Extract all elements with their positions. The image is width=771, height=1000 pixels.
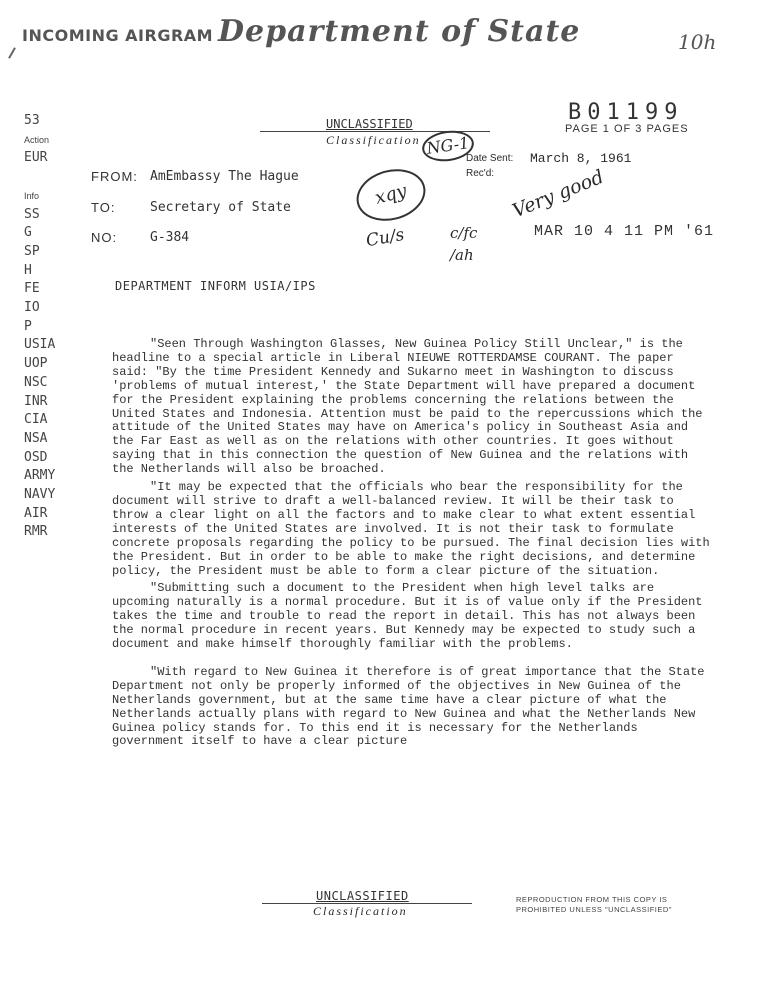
routing-item: OSD	[24, 449, 48, 465]
routing-item: IO	[24, 300, 40, 316]
routing-item: UOP	[24, 356, 48, 372]
routing-item: Info	[24, 190, 40, 201]
routing-list	[24, 112, 55, 542]
routing-item: USIA	[24, 337, 56, 353]
message-body	[112, 338, 712, 749]
body-paragraph: "It may be expected that the officials who bear the responsibility for the document will strive to draft a well-balanced review. It will be their task to throw a clear light on all the factors and to make clear to what extent essential interests of the United States are involved. It is not their task to formulate concrete proposals regarding the policy to be pursued. The final decision lies with the President. But in order to be able to make the right decisions, and determine policy, the President must be able to form a clear picture of the situation.	[112, 480, 710, 578]
handwritten-corner-note: 10h	[678, 30, 717, 54]
routing-item: CIA	[24, 412, 48, 428]
airgram-label: INCOMING AIRGRAM	[22, 26, 214, 45]
page-indicator: PAGE 1 OF 3 PAGES	[565, 123, 689, 135]
page-title: Department of State	[218, 14, 581, 49]
routing-item: G	[24, 225, 32, 241]
routing-item: Action	[24, 134, 50, 145]
reproduction-note: REPRODUCTION FROM THIS COPY IS PROHIBITED UNLESS "UNCLASSIFIED"	[516, 895, 672, 914]
message-number: B01199	[568, 100, 684, 125]
received-label: Rec'd:	[466, 168, 495, 179]
handwritten-ng1: NG-1	[420, 128, 476, 165]
routing-item: 53	[24, 113, 40, 128]
no-value: G-384	[150, 230, 190, 245]
classification-top	[326, 117, 413, 131]
date-sent-value: March 8, 1961	[530, 151, 632, 166]
no-label: NO:	[91, 230, 118, 245]
received-stamp: MAR 10 4 11 PM '61	[534, 223, 715, 240]
routing-item: EUR	[24, 150, 48, 166]
routing-item: NSA	[24, 430, 48, 446]
handwritten-very-good: Very good	[509, 165, 607, 223]
handwritten-circled-initials: xqy	[351, 162, 432, 228]
routing-item: SP	[24, 243, 40, 259]
routing-item: AIR	[24, 505, 48, 521]
from-label: FROM:	[91, 169, 138, 184]
routing-item: INR	[24, 393, 48, 409]
body-paragraph: "With regard to New Guinea it therefore is of great importance that the State Department not only be properly informed of the objectives in New Guinea of the Netherlands government, but at the same time have a clear picture of what the Netherlands actually plans with regard to New Guinea and what the Netherlands New Guinea policy stands for. To this end it is necessary for the Netherlands government itself to have a clear picture	[112, 664, 705, 749]
date-sent-label: Date Sent:	[466, 153, 514, 164]
routing-item: H	[24, 262, 32, 278]
routing-item: P	[24, 318, 32, 334]
routing-item	[24, 168, 55, 187]
handwritten-cuts: Cu/s	[364, 224, 406, 252]
classification-bottom: UNCLASSIFIED	[316, 889, 409, 903]
routing-item: SS	[24, 206, 40, 222]
to-value: Secretary of State	[150, 200, 291, 215]
routing-item: FE	[24, 281, 40, 297]
to-label: TO:	[91, 200, 116, 215]
department-inform-line: DEPARTMENT INFORM USIA/IPS	[115, 279, 316, 293]
from-value: AmEmbassy The Hague	[150, 169, 299, 184]
routing-item: RMR	[24, 524, 48, 540]
classification-top-text: UNCLASSIFIED	[326, 117, 413, 131]
routing-item: NSC	[24, 374, 48, 390]
handwritten-cfc: c/fc /ah	[450, 224, 478, 264]
routing-item: ARMY	[24, 468, 56, 484]
classification-bottom-caption: Classification	[313, 904, 408, 918]
body-paragraph: "Submitting such a document to the President when high level talks are upcoming naturally is a normal procedure. But it is of value only if the President takes the time and trouble to read the report in detail. This has not always been the normal procedure in recent years. But Kennedy may be expected to study such a document and make himself thoroughly familiar with the problems.	[112, 581, 703, 652]
routing-item: NAVY	[24, 487, 56, 503]
handwritten-slash-mark	[8, 47, 16, 58]
body-paragraph: "Seen Through Washington Glasses, New Guinea Policy Still Unclear," is the headline to a special article in Liberal NIEUWE ROTTERDAMSE COURANT. The paper said: "By the time President Kennedy and Sukarno meet in Washington to discuss 'problems of mutual interest,' the State Department will have prepared a document for the President explaining the problems concerning the relations between the United States and Indonesia. Attention must be paid to the repercussions which the attitude of the United States may have on America's policy in Southeast Asia and the Far East as well as on the relations with other countries. It goes without saying that in this connection the question of New Guinea and the relations with the Netherlands will also be broached.	[112, 337, 703, 477]
classification-top-caption: Classification	[326, 133, 421, 147]
